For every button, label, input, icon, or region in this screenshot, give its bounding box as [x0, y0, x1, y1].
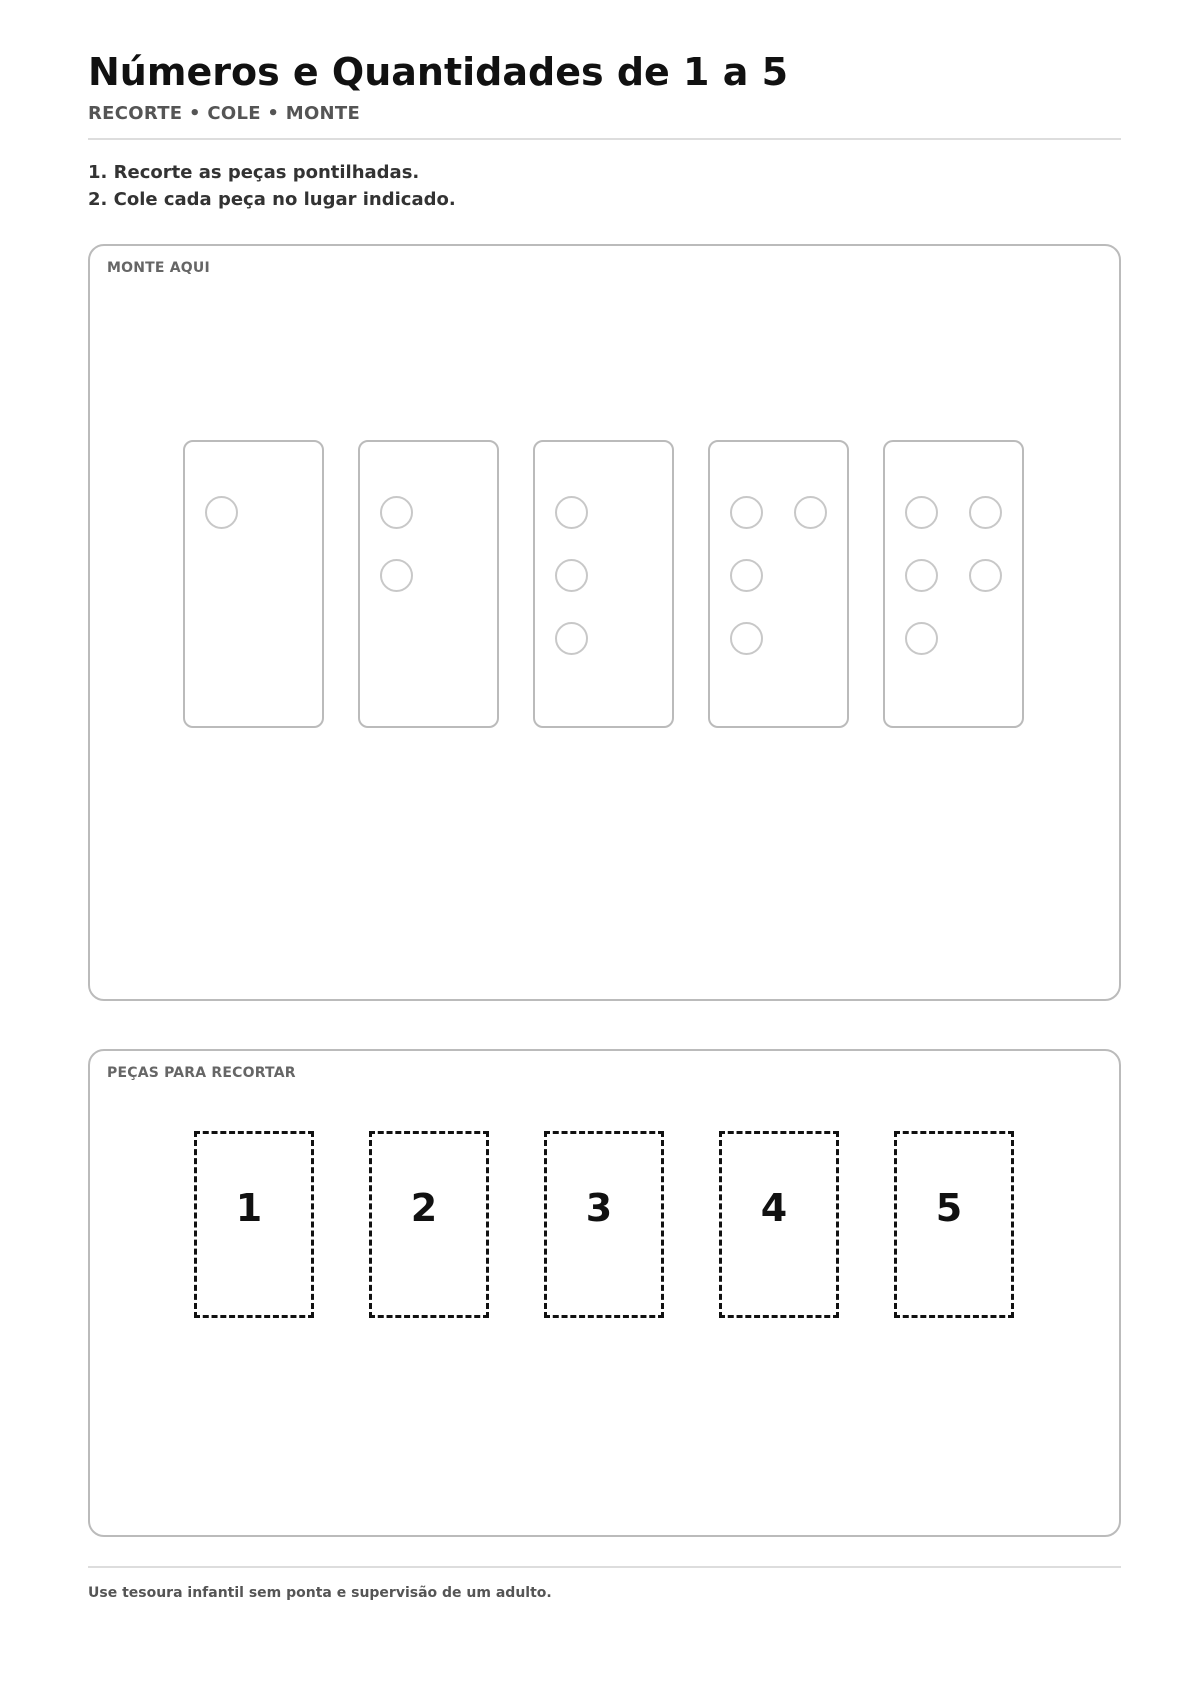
card-number: 1 — [235, 1186, 263, 1230]
quantity-slot — [533, 440, 674, 728]
cutout-card[interactable] — [894, 1131, 1014, 1318]
quantity-dot — [794, 496, 827, 529]
quantity-dot — [380, 496, 413, 529]
quantity-dot — [555, 559, 588, 592]
quantity-dot — [380, 559, 413, 592]
quantity-dot — [555, 496, 588, 529]
quantity-dot — [205, 496, 238, 529]
assemble-panel — [88, 244, 1121, 1001]
quantity-slot — [708, 440, 849, 728]
card-number: 3 — [585, 1186, 613, 1230]
card-number: 2 — [410, 1186, 438, 1230]
card-number: 5 — [935, 1186, 963, 1230]
quantity-slot — [883, 440, 1024, 728]
cutout-card[interactable] — [719, 1131, 839, 1318]
safety-note: Use tesoura infantil sem ponta e supervisão de um adulto. — [88, 1585, 552, 1601]
quantity-dot — [969, 496, 1002, 529]
quantity-dot — [969, 559, 1002, 592]
page-subtitle: RECORTE • COLE • MONTE — [88, 103, 361, 124]
assemble-panel-label: MONTE AQUI — [107, 260, 210, 276]
quantity-dot — [905, 622, 938, 655]
quantity-slot — [183, 440, 324, 728]
footer-divider — [88, 1566, 1121, 1568]
quantity-dot — [905, 559, 938, 592]
cutout-card[interactable] — [544, 1131, 664, 1318]
pieces-panel-label: PEÇAS PARA RECORTAR — [107, 1065, 296, 1081]
page-title: Números e Quantidades de 1 a 5 — [88, 50, 789, 94]
quantity-dot — [730, 559, 763, 592]
quantity-dot — [555, 622, 588, 655]
card-number: 4 — [760, 1186, 788, 1230]
cutout-card[interactable] — [369, 1131, 489, 1318]
quantity-slot — [358, 440, 499, 728]
quantity-dot — [730, 622, 763, 655]
header-divider — [88, 138, 1121, 140]
quantity-dot — [905, 496, 938, 529]
cutout-card[interactable] — [194, 1131, 314, 1318]
pieces-panel — [88, 1049, 1121, 1537]
instruction-item: 2. Cole cada peça no lugar indicado. — [88, 189, 456, 210]
quantity-dot — [730, 496, 763, 529]
instruction-item: 1. Recorte as peças pontilhadas. — [88, 162, 420, 183]
instruction-list — [88, 159, 456, 213]
